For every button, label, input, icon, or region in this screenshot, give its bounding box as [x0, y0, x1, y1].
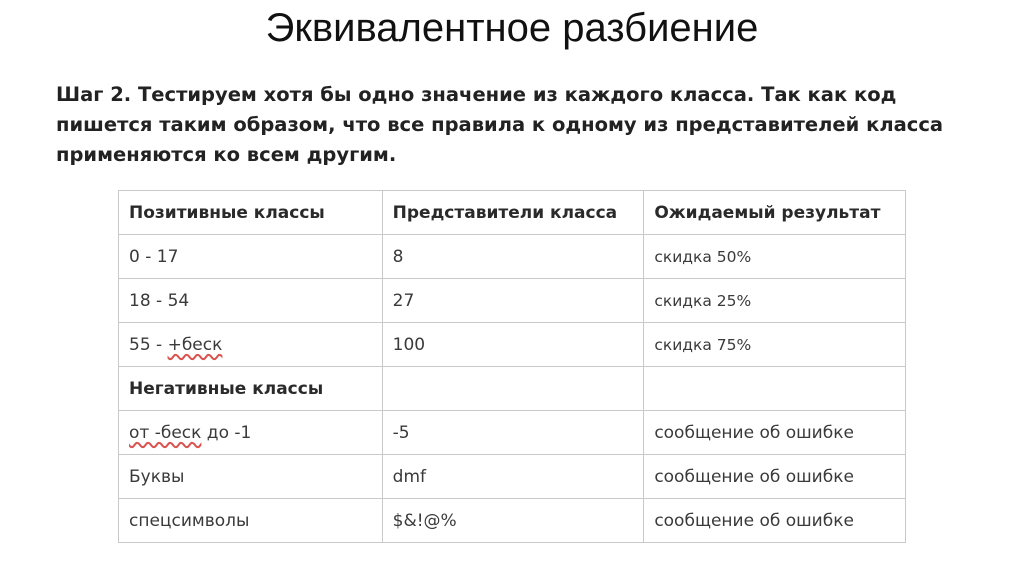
header-positive-classes: Позитивные классы — [119, 191, 383, 235]
representative-cell: -5 — [382, 411, 644, 455]
equivalence-table — [118, 190, 906, 543]
result-cell: сообщение об ошибке — [644, 411, 906, 455]
section-label-negative-classes: Негативные классы — [119, 367, 383, 411]
class-text: Буквы — [129, 466, 185, 487]
representative-cell: 27 — [382, 279, 644, 323]
table-row — [119, 279, 906, 323]
class-text: спецсимволы — [129, 510, 250, 531]
intro-paragraph: Шаг 2. Тестируем хотя бы одно значение из каждого класса. Так как код пишется таким образом, что все правила к одному из представителей класса применяются ко всем другим. — [56, 83, 944, 166]
table-header-row — [119, 191, 906, 235]
table-row — [119, 411, 906, 455]
class-cell — [119, 235, 383, 279]
class-cell — [119, 411, 383, 455]
result-cell: скидка 50% — [644, 235, 906, 279]
result-cell: сообщение об ошибке — [644, 499, 906, 543]
class-cell — [119, 323, 383, 367]
class-cell — [119, 455, 383, 499]
table-row-section-negative — [119, 367, 906, 411]
result-cell: скидка 25% — [644, 279, 906, 323]
representative-cell — [382, 367, 644, 411]
result-cell: сообщение об ошибке — [644, 455, 906, 499]
slide-title: Эквивалентное разбиение — [265, 6, 759, 50]
header-class-representatives: Представители класса — [382, 191, 644, 235]
spellcheck-marked-text: +беск — [167, 334, 223, 355]
result-cell — [644, 367, 906, 411]
table-row — [119, 323, 906, 367]
class-text: до -1 — [201, 422, 252, 443]
table-row — [119, 499, 906, 543]
representative-cell: 100 — [382, 323, 644, 367]
representative-cell: dmf — [382, 455, 644, 499]
class-text: 0 - 17 — [129, 246, 179, 267]
result-cell: скидка 75% — [644, 323, 906, 367]
spellcheck-marked-text: от -беск — [129, 422, 202, 443]
table-row — [119, 455, 906, 499]
class-text: 18 - 54 — [129, 290, 190, 311]
class-cell — [119, 499, 383, 543]
class-text: 55 - — [129, 334, 168, 355]
table-row — [119, 235, 906, 279]
header-expected-result: Ожидаемый результат — [644, 191, 906, 235]
representative-cell: $&!@% — [382, 499, 644, 543]
class-cell — [119, 279, 383, 323]
representative-cell: 8 — [382, 235, 644, 279]
